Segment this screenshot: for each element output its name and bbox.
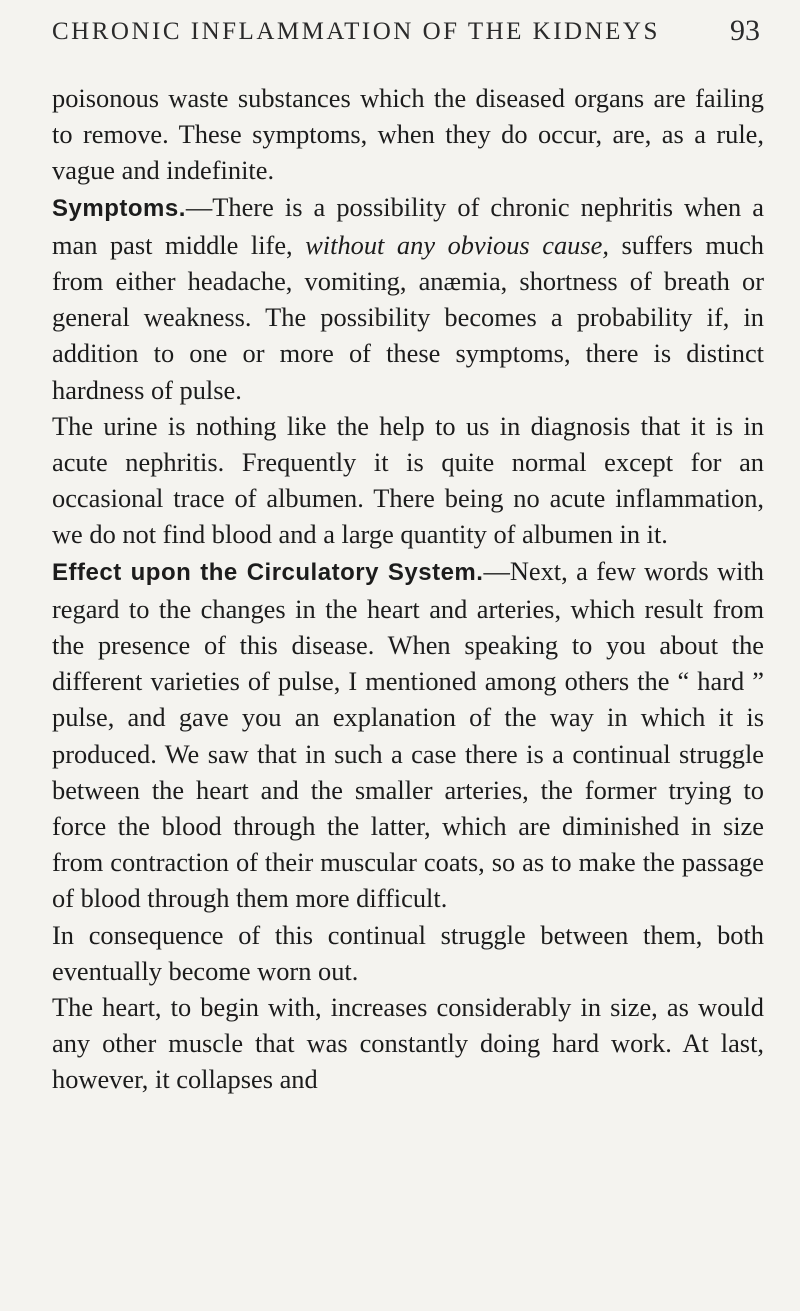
- paragraph-continuation: [52, 80, 764, 189]
- paragraph-text: —Next, a few words with regard to the changes in the heart and arteries, which result from the presence of this disease. When speaking to you about the different varieties of pulse, I mentioned among others the “ hard ” pulse, and gave you an explanation of the way in which it is produced. We saw that in such a case there is a continual struggle between the heart and the smaller arteries, the former trying to force the blood through the latter, which are diminished in size from contraction of their muscular coats, so as to make the passage of blood through them more difficult.: [52, 555, 764, 914]
- paragraph-text: In consequence of this continual struggle between them, both eventually become worn out.: [52, 919, 764, 986]
- paragraph-text: —There is a possibility of chronic nephritis when a man past middle life,: [52, 191, 764, 260]
- section-heading-circulatory: Effect upon the Circulatory System.: [52, 558, 484, 586]
- running-head-title: CHRONIC INFLAMMATION OF THE KIDNEYS: [52, 18, 660, 45]
- paragraph-urine: [52, 408, 764, 553]
- paragraph-circulatory: [52, 553, 764, 917]
- paragraph-consequence: [52, 917, 764, 989]
- paragraph-text: suffers much from either headache, vomiting, anæmia, shortness of breath or general weakness. The possibility becomes a probability if, in addition to one or more of these symptoms, there is distinct hardness of pulse.: [52, 229, 764, 405]
- running-head: [52, 14, 764, 54]
- body-text: [52, 80, 764, 1098]
- paragraph-text: poisonous waste substances which the diseased organs are failing to remove. These symptoms, when they do occur, are, as a rule, vague and indefinite.: [52, 83, 764, 186]
- book-page: [52, 0, 764, 1311]
- paragraph-text: The urine is nothing like the help to us in diagnosis that it is in acute nephritis. Frequently it is quite normal except for an occasional trace of albumen. There being no acute inflammation, we do not find blood and a large quantity of albumen in it.: [52, 410, 764, 550]
- paragraph-symptoms: [52, 189, 764, 408]
- paragraph-italic-text: without any obvious cause,: [305, 229, 609, 260]
- page-number: 93: [730, 14, 760, 47]
- paragraph-text: The heart, to begin with, increases considerably in size, as would any other muscle that was constantly doing hard work. At last, however, it collapses and: [52, 992, 764, 1095]
- paragraph-heart: [52, 989, 764, 1098]
- section-heading-symptoms: Symptoms.: [52, 194, 186, 222]
